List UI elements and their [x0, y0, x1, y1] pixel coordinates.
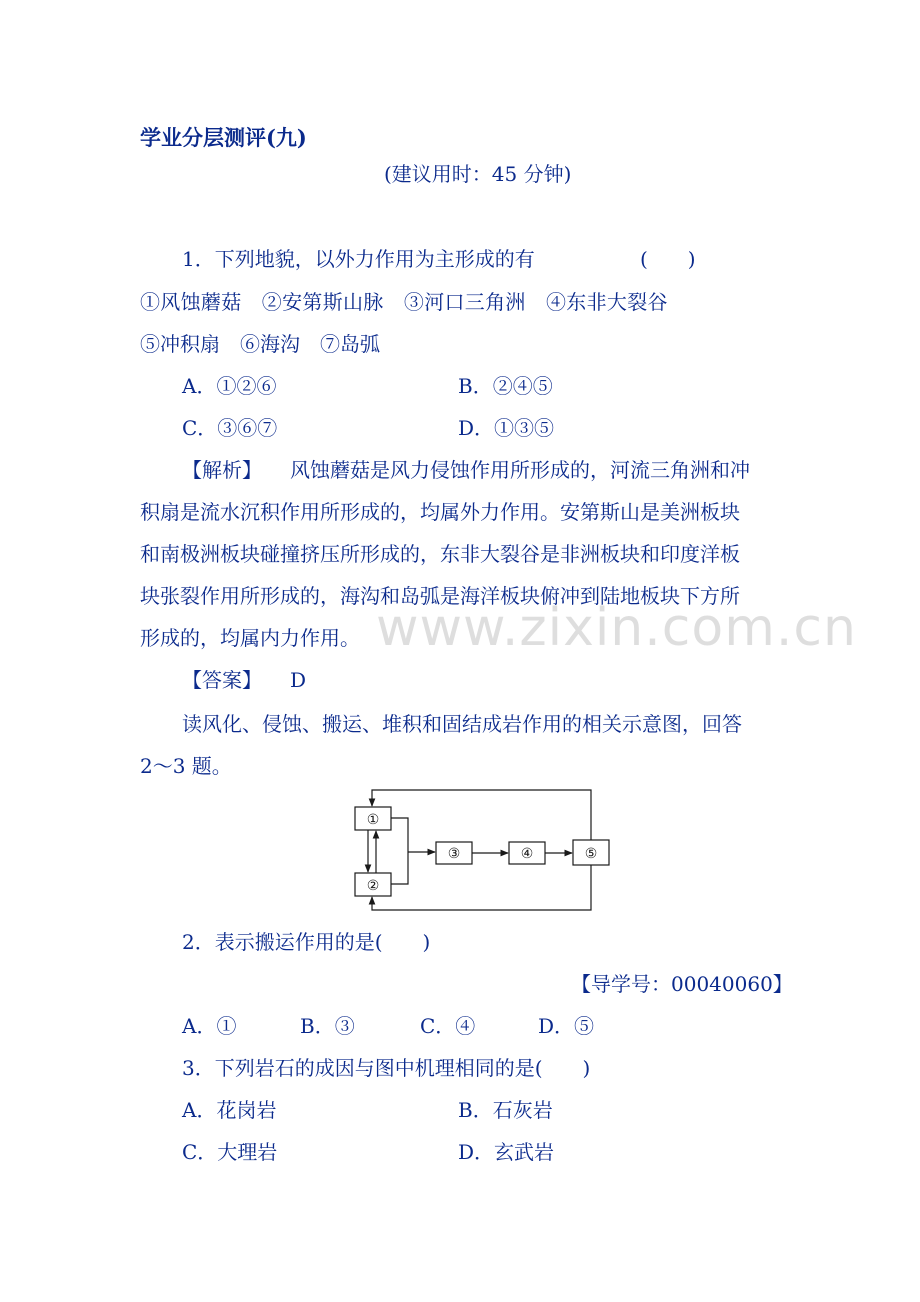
analysis-label: 【解析】 — [182, 458, 262, 482]
q3-option-c: C．大理岩 — [182, 1140, 278, 1164]
box-2-label: ② — [366, 878, 380, 894]
q1-items-line1: ①风蚀蘑菇 ②安第斯山脉 ③河口三角洲 ④东非大裂谷 — [140, 290, 668, 314]
q2-stem: 2．表示搬运作用的是( ) — [182, 930, 431, 954]
watermark: www.zixin.com.cn — [376, 598, 857, 658]
q1-option-c: C．③⑥⑦ — [182, 416, 278, 440]
box-5-label: ⑤ — [584, 846, 598, 862]
q1-option-d: D．①③⑤ — [458, 416, 555, 440]
analysis-line-1: 风蚀蘑菇是风力侵蚀作用所形成的，河流三角洲和冲 — [290, 458, 750, 482]
rock-cycle-diagram — [350, 786, 615, 916]
q1-option-a: A．①②⑥ — [182, 374, 277, 398]
box-4-label: ④ — [520, 846, 534, 862]
q1-stem: 1．下列地貌，以外力作用为主形成的有 — [182, 247, 535, 271]
analysis-line-2: 积扇是流水沉积作用所形成的，均属外力作用。安第斯山是美洲板块 — [140, 500, 740, 524]
q1-answer-paren: ( ) — [640, 247, 696, 271]
suggested-time: (建议用时：45 分钟) — [384, 162, 572, 186]
q3-option-a: A．花岗岩 — [182, 1098, 277, 1122]
q2-option-b: B．③ — [300, 1014, 355, 1038]
q3-stem: 3．下列岩石的成因与图中机理相同的是( ) — [182, 1056, 591, 1080]
q2-option-d: D．⑤ — [538, 1014, 595, 1038]
box-1-label: ① — [366, 812, 380, 828]
box-3-label: ③ — [447, 846, 461, 862]
intro-line-2: 2～3 题。 — [140, 754, 232, 778]
analysis-line-3: 和南极洲板块碰撞挤压所形成的，东非大裂谷是非洲板块和印度洋板 — [140, 542, 740, 566]
guide-number: 【导学号：00040060】 — [571, 972, 793, 996]
analysis-line-5: 形成的，均属内力作用。 — [140, 626, 360, 650]
analysis-line-4: 块张裂作用所形成的，海沟和岛弧是海洋板块俯冲到陆地板块下方所 — [140, 584, 740, 608]
q1-items-line2: ⑤冲积扇 ⑥海沟 ⑦岛弧 — [140, 332, 380, 356]
q3-option-b: B．石灰岩 — [458, 1098, 553, 1122]
answer-value: D — [290, 668, 307, 692]
page-title: 学业分层测评(九) — [140, 125, 307, 150]
q2-option-c: C．④ — [420, 1014, 476, 1038]
intro-line-1: 读风化、侵蚀、搬运、堆积和固结成岩作用的相关示意图，回答 — [182, 712, 742, 736]
q2-option-a: A．① — [182, 1014, 237, 1038]
q1-option-b: B．②④⑤ — [458, 374, 553, 398]
answer-label: 【答案】 — [182, 668, 262, 692]
q3-option-d: D．玄武岩 — [458, 1140, 555, 1164]
